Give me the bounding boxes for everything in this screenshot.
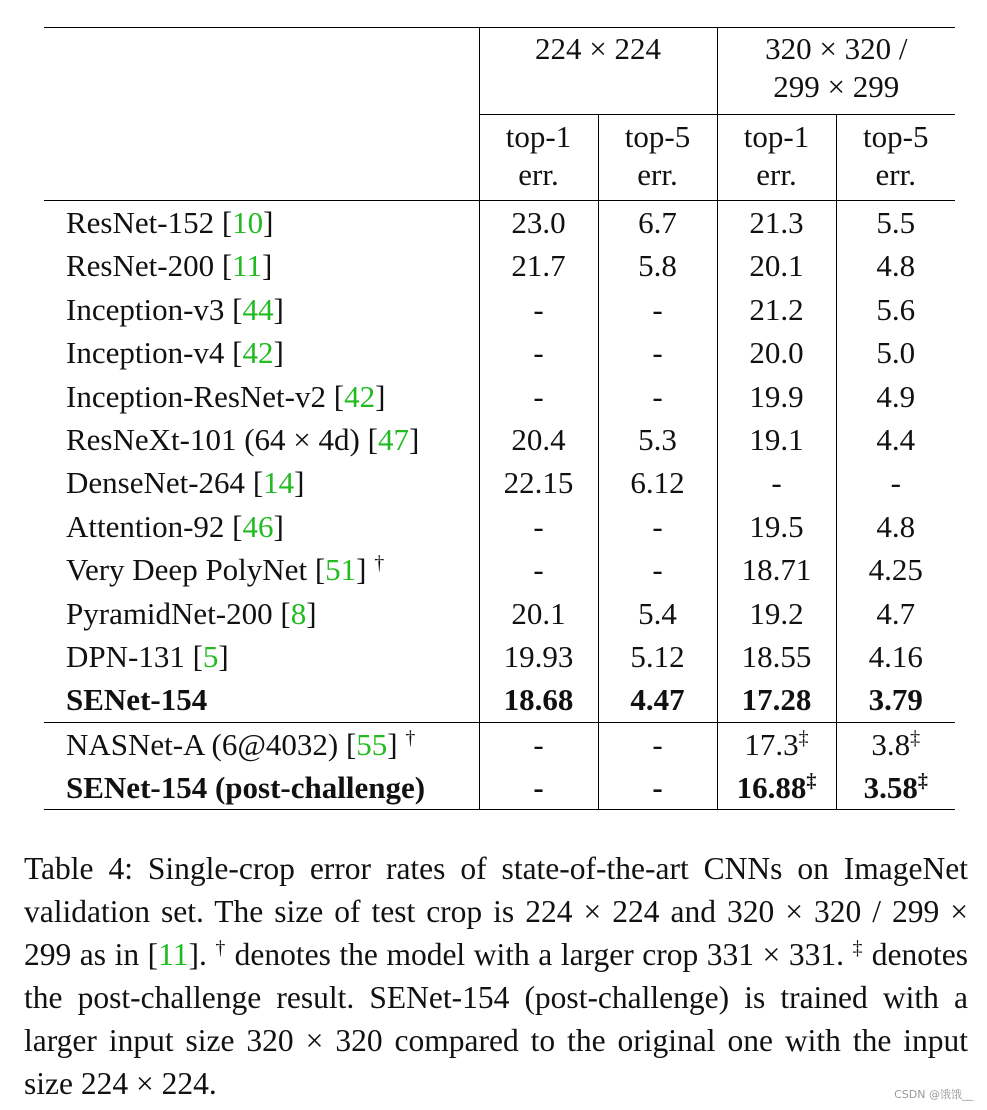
value-cell	[479, 418, 598, 461]
model-name-cell: ResNet-200 [11]	[66, 248, 273, 284]
value-cell	[717, 635, 836, 678]
value-cell	[479, 766, 598, 810]
error-value: 4.47	[630, 682, 685, 718]
value-cell	[717, 201, 836, 245]
error-value: 3.8	[871, 726, 911, 762]
citation-link[interactable]: 5	[202, 638, 219, 674]
table-row	[44, 548, 955, 591]
error-value: 4.9	[876, 378, 916, 414]
table-row	[44, 375, 955, 418]
citation-link[interactable]: 46	[242, 508, 274, 544]
error-value: -	[652, 335, 663, 371]
error-value: 19.93	[503, 638, 574, 674]
error-value: 4.8	[876, 508, 916, 544]
caption-citation[interactable]: 11	[158, 937, 189, 972]
error-value: -	[652, 508, 663, 544]
table-row	[44, 592, 955, 635]
caption-dagger: †	[215, 937, 227, 959]
error-value: -	[533, 335, 544, 371]
error-value: 21.2	[749, 291, 804, 327]
error-value: 5.0	[876, 335, 916, 371]
citation-link[interactable]: 55	[356, 726, 388, 762]
header-320-top1: top-1 err.	[717, 115, 836, 201]
citation-link[interactable]: 47	[377, 421, 409, 457]
table-row	[44, 461, 955, 504]
value-cell	[836, 375, 955, 418]
double-dagger-mark: ‡	[806, 770, 817, 793]
model-name: Inception-v3	[66, 291, 233, 327]
value-cell	[717, 288, 836, 331]
value-cell	[717, 766, 836, 810]
value-cell	[479, 548, 598, 591]
model-name: DPN-131	[66, 638, 193, 674]
error-value: 18.68	[503, 682, 574, 718]
value-cell	[598, 592, 717, 635]
error-value: 20.0	[749, 335, 804, 371]
error-value: 20.1	[511, 595, 566, 631]
error-value: 6.12	[630, 465, 685, 501]
double-dagger-mark: ‡	[798, 726, 809, 749]
table-row	[44, 418, 955, 461]
error-value: 5.4	[638, 595, 677, 631]
value-cell	[598, 461, 717, 504]
value-cell	[836, 505, 955, 548]
error-value: -	[533, 770, 544, 806]
resolution-header-row	[44, 28, 955, 115]
value-cell	[717, 331, 836, 374]
model-name: Inception-v4	[66, 335, 233, 371]
table-row	[44, 331, 955, 374]
model-name-cell: DenseNet-264 [14]	[66, 465, 305, 501]
error-value: 18.55	[741, 638, 812, 674]
model-name-cell: ResNet-152 [10]	[44, 201, 479, 245]
value-cell	[717, 461, 836, 504]
citation-link[interactable]: 10	[232, 205, 264, 240]
value-cell	[598, 375, 717, 418]
error-value: 20.4	[511, 421, 566, 457]
value-cell	[836, 592, 955, 635]
model-name-cell: Inception-v3 [44]	[66, 291, 284, 327]
value-cell	[598, 722, 717, 766]
caption-text-2: ].	[188, 937, 216, 972]
value-cell	[598, 505, 717, 548]
error-value: 20.1	[749, 248, 804, 284]
value-cell	[598, 418, 717, 461]
model-name: ResNeXt-101 (64 × 4d)	[66, 421, 368, 457]
error-value: 4.16	[868, 638, 923, 674]
model-name: SENet-154	[66, 682, 208, 718]
error-value: -	[652, 770, 663, 806]
error-value: 5.12	[630, 638, 685, 674]
table-row	[44, 244, 955, 287]
model-name: ResNet-200	[66, 248, 222, 284]
model-name: DenseNet-264	[66, 465, 253, 501]
caption-text-4: denotes the post-challenge result. SENet-154 (post-challenge) is trained with a larger input size 320 × 320 compared to the original one with the input size 224 × 224.	[24, 937, 969, 1101]
value-cell	[717, 678, 836, 722]
model-name: Attention-92	[66, 508, 233, 544]
citation-link[interactable]: 8	[290, 595, 307, 631]
error-value: 3.58	[863, 770, 918, 806]
value-cell	[836, 635, 955, 678]
value-cell	[598, 288, 717, 331]
value-cell	[598, 635, 717, 678]
value-cell	[479, 331, 598, 374]
header-320-299: 320 × 320 / 299 × 299	[717, 28, 955, 115]
model-name-cell: Inception-v4 [42]	[66, 335, 284, 371]
error-value: 23.0	[511, 205, 566, 240]
value-cell	[717, 418, 836, 461]
value-cell	[836, 461, 955, 504]
model-name: Inception-ResNet-v2	[66, 378, 334, 414]
model-name-cell: Inception-ResNet-v2 [42]	[66, 378, 386, 414]
error-value: 21.7	[511, 248, 566, 284]
error-value: 5.8	[638, 248, 677, 284]
value-cell	[479, 722, 598, 766]
model-name: SENet-154 (post-challenge)	[66, 770, 426, 806]
model-name: NASNet-A (6@4032)	[66, 726, 346, 762]
error-value: 17.28	[741, 682, 812, 718]
error-value: 19.2	[749, 595, 804, 631]
model-name: PyramidNet-200	[66, 595, 281, 631]
model-name-cell: Attention-92 [46]	[66, 508, 284, 544]
value-cell	[598, 244, 717, 287]
error-value: 6.7	[638, 205, 677, 240]
value-cell	[836, 678, 955, 722]
dagger-mark: †	[405, 726, 416, 749]
metric-header-row	[44, 115, 955, 201]
error-value: -	[652, 552, 663, 588]
value-cell	[479, 288, 598, 331]
value-cell	[479, 375, 598, 418]
table-row	[44, 288, 955, 331]
value-cell	[598, 678, 717, 722]
error-value: 5.3	[638, 421, 677, 457]
error-value: 19.9	[749, 378, 804, 414]
value-cell	[479, 592, 598, 635]
value-cell	[598, 201, 717, 245]
value-cell	[479, 201, 598, 245]
citation-link[interactable]: 42	[242, 335, 274, 371]
value-cell	[836, 244, 955, 287]
error-value: -	[771, 465, 782, 501]
double-dagger-mark: ‡	[910, 726, 921, 749]
citation-link[interactable]: 44	[242, 291, 274, 327]
value-cell	[479, 505, 598, 548]
citation-link[interactable]: 42	[344, 378, 376, 414]
error-value: 5.6	[876, 291, 916, 327]
value-cell	[836, 201, 955, 245]
header-320-top5: top-5 err.	[836, 115, 955, 201]
value-cell	[836, 288, 955, 331]
error-value: 4.7	[876, 595, 916, 631]
table-row	[44, 201, 955, 245]
value-cell	[479, 461, 598, 504]
watermark: CSDN @饿饿__	[894, 1088, 973, 1101]
table-row	[44, 722, 955, 766]
model-name-cell	[44, 766, 479, 810]
error-value: 22.15	[503, 465, 574, 501]
error-value: 17.3	[744, 726, 799, 762]
value-cell	[717, 722, 836, 766]
model-name-cell: Very Deep PolyNet [51] †	[66, 552, 385, 588]
model-name-cell: PyramidNet-200 [8]	[66, 595, 317, 631]
header-corner-lower	[44, 115, 479, 201]
model-name-cell: NASNet-A (6@4032) [55] †	[44, 722, 479, 766]
value-cell	[598, 331, 717, 374]
table-row	[44, 635, 955, 678]
error-value: 4.8	[876, 248, 916, 284]
header-224: 224 × 224	[479, 28, 717, 115]
error-value: 19.5	[749, 508, 804, 544]
value-cell	[717, 244, 836, 287]
value-cell	[836, 331, 955, 374]
error-value: 4.4	[876, 421, 916, 457]
error-value: 19.1	[749, 421, 804, 457]
error-value: 18.71	[741, 552, 812, 588]
value-cell	[479, 244, 598, 287]
value-cell	[836, 418, 955, 461]
header-224-top1: top-1 err.	[479, 115, 598, 201]
dagger-mark: †	[374, 552, 385, 575]
error-value: 3.79	[868, 682, 923, 718]
table-row	[44, 678, 955, 722]
value-cell	[479, 635, 598, 678]
citation-link[interactable]: 11	[232, 248, 263, 284]
error-value: 21.3	[749, 205, 804, 240]
error-value: -	[890, 465, 901, 501]
citation-link[interactable]: 14	[263, 465, 295, 501]
model-name-cell: ResNeXt-101 (64 × 4d) [47]	[66, 421, 420, 457]
error-value: 4.25	[868, 552, 923, 588]
table-caption	[24, 847, 968, 1105]
value-cell	[836, 766, 955, 810]
model-name: ResNet-152	[66, 205, 222, 240]
double-dagger-mark: ‡	[917, 770, 928, 793]
model-name: Very Deep PolyNet	[66, 552, 315, 588]
header-224-top5: top-5 err.	[598, 115, 717, 201]
table-row	[44, 766, 955, 810]
error-value: -	[533, 291, 544, 327]
results-table	[44, 27, 955, 810]
error-value: -	[652, 378, 663, 414]
header-corner	[44, 28, 479, 115]
value-cell	[598, 548, 717, 591]
value-cell	[717, 548, 836, 591]
value-cell	[836, 722, 955, 766]
error-value: -	[652, 291, 663, 327]
value-cell	[717, 592, 836, 635]
error-value: -	[652, 726, 663, 762]
model-name-cell: DPN-131 [5]	[66, 638, 229, 674]
caption-text-1: Table 4: Single-crop error rates of state-of-the-art CNNs on ImageNet validation set. The size of test crop is 224 × 224 and 320 × 320 / 299 × 299 as in [	[24, 851, 968, 972]
error-value: 16.88	[736, 770, 807, 806]
error-value: -	[533, 508, 544, 544]
citation-link[interactable]: 51	[325, 552, 357, 588]
table-row	[44, 505, 955, 548]
error-value: -	[533, 552, 544, 588]
caption-double-dagger: ‡	[852, 937, 864, 959]
caption-text-3: denotes the model with a larger crop 331 × 331.	[226, 937, 853, 972]
error-value: -	[533, 378, 544, 414]
error-value: -	[533, 726, 544, 762]
value-cell	[479, 678, 598, 722]
value-cell	[717, 505, 836, 548]
model-name-cell	[44, 678, 479, 722]
value-cell	[836, 548, 955, 591]
value-cell	[717, 375, 836, 418]
error-value: 5.5	[876, 205, 916, 240]
value-cell	[598, 766, 717, 810]
